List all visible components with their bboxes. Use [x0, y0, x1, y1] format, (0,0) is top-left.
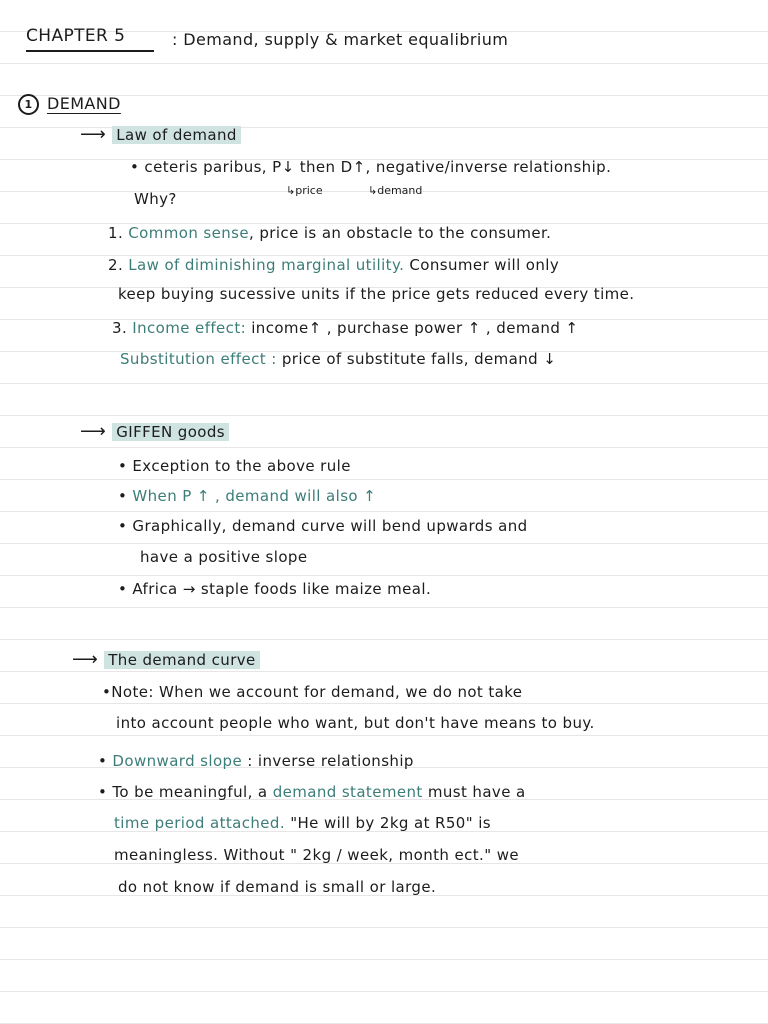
curve-bullet-3: • To be meaningful, a demand statement must have a [98, 783, 526, 801]
curve-bullet-3-line2: time period attached. "He will by 2kg at R50" is [114, 814, 491, 832]
curve-note-cont: into account people who want, but don't have means to buy. [116, 714, 595, 732]
giffen-bullet-3-cont: have a positive slope [140, 548, 308, 566]
note-price: ↳price [286, 184, 323, 197]
note-demand: ↳demand [368, 184, 423, 197]
giffen-bullet-1: • Exception to the above rule [118, 457, 351, 475]
curve-bullet-3-line3: meaningless. Without " 2kg / week, month ect." we [114, 846, 519, 864]
giffen-bullet-4: • Africa → staple foods like maize meal. [118, 580, 432, 598]
chapter-label: CHAPTER 5 [26, 26, 154, 52]
giffen-bullet-2: • When P ↑ , demand will also ↑ [118, 487, 377, 505]
law-item-1: 1. Common sense, price is an obstacle to the consumer. [108, 224, 552, 242]
bullet-icon: • [118, 457, 133, 475]
right-arrow-icon: ⟶ [80, 421, 107, 442]
up-arrow-icon: ↑ [352, 158, 366, 176]
law-bullet-a: • ceteris paribus, P [130, 158, 282, 176]
bullet-icon: • [118, 517, 133, 535]
giffen-heading [80, 421, 229, 442]
giffen-bullet-3: • Graphically, demand curve will bend upwards and [118, 517, 528, 535]
section-title: DEMAND [47, 94, 121, 113]
law-item-2: 2. Law of diminishing marginal utility. Consumer will only [108, 256, 560, 274]
law-why: Why? [134, 190, 177, 208]
law-heading [80, 124, 241, 145]
right-arrow-icon: ⟶ [80, 124, 107, 145]
giffen-heading-text: GIFFEN goods [112, 423, 229, 441]
law-item-2-cont: keep buying sucessive units if the price gets reduced every time. [118, 285, 635, 303]
section-number-badge: 1 [18, 94, 39, 115]
law-item-3: 3. Income effect: income↑ , purchase power ↑ , demand ↑ [112, 319, 579, 337]
curve-bullet-3-line4: do not know if demand is small or large. [118, 878, 437, 896]
right-arrow-icon: ⟶ [72, 649, 99, 670]
down-arrow-icon: ↓ [281, 158, 295, 176]
curve-bullet-2: • Downward slope : inverse relationship [98, 752, 414, 770]
bullet-icon: • [118, 580, 133, 598]
law-bullet [130, 158, 611, 176]
bullet-icon: • [98, 783, 113, 801]
bullet-icon: • [118, 487, 133, 505]
curve-heading-text: The demand curve [104, 651, 259, 669]
curve-note: •Note: When we account for demand, we do not take [102, 683, 523, 701]
bullet-icon: • [98, 752, 113, 770]
chapter-title: : Demand, supply & market equalibrium [172, 30, 509, 49]
law-substitution: Substitution effect : price of substitute falls, demand ↓ [120, 350, 557, 368]
law-bullet-b: then D [299, 158, 353, 176]
law-bullet-c: , negative/inverse relationship. [365, 158, 612, 176]
section-demand-heading [18, 94, 121, 115]
law-heading-text: Law of demand [112, 126, 241, 144]
curve-heading [72, 649, 260, 670]
